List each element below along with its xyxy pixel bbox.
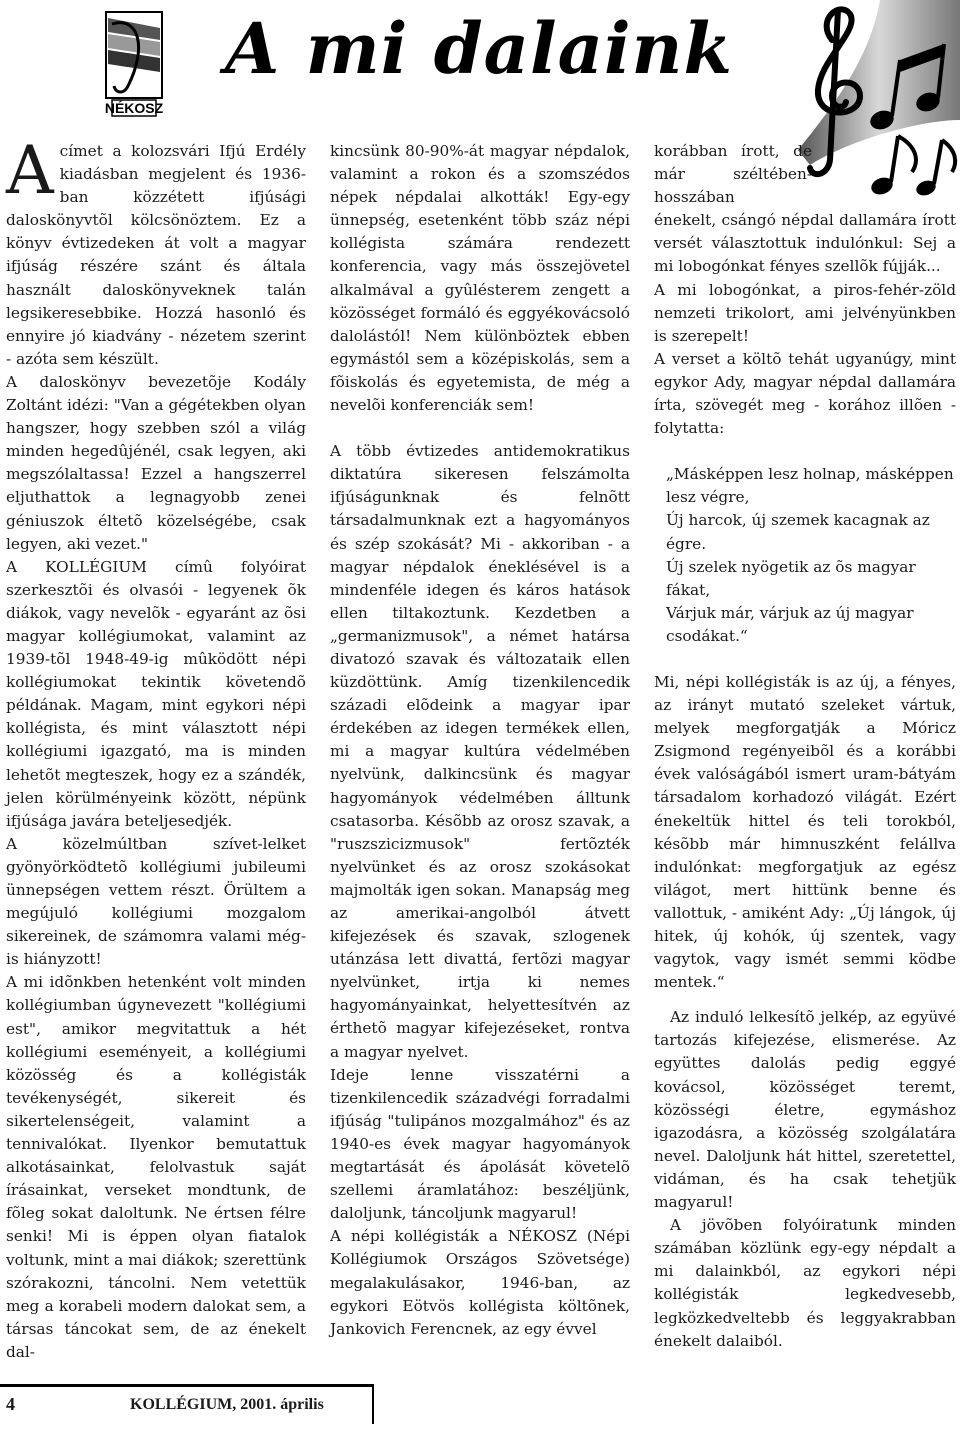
paragraph: Mi, népi kollégisták is az új, a fényes, az irányt mutató szeleket vártuk, melyek megforgatják a Móricz Zsigmond regényeibõl és a korábbi évek valóságából ismert uram-bátyám társadalom korhadozó világát. Ezért énekeltük hittel és teli torokból, késõbb már himnuszként felállva indulónkat: megforgatjuk az egész világot, mert hittünk benne és vallottuk, - amiként Ady: „Új lángok, új hitek, új kohók, új szentek, vagy vagytok, vagy ismét semmi ködbe mentek.“ bbox=[654, 672, 957, 992]
paragraph: A KOLLÉGIUM címû folyóirat szerkesztõi és olvasói - legyenek õk diákok, vagy nevelõk - egyaránt az õsi magyar kollégiumokat, valamint az 1939-tõl 1948-49-ig mûködött népi kollégiumokat tekintik követendõ példának. Magam, mint egykori népi kollégista, és mint választott népi kollégiumi igazgató, ma is minden lehetõt megteszek, hogy ez a szándék, jelen körülményeink között, népünk ifjúsága javára beteljesedjék. bbox=[6, 557, 306, 830]
article-column-2 bbox=[330, 140, 630, 1341]
paragraph: Az induló lelkesítõ jelkép, az együvé tartozás kifejezése, elismerése. Az együttes dalolás pedig eggyé kovácsol, közösséget teremt, közösségi életre, egymáshoz igazodásra, a közösség szolgálatára nevel. Daloljunk hát hittel, szeretettel, vidáman, és ha csak tehetjük magyarul! bbox=[654, 1008, 956, 1212]
footer-rule bbox=[0, 1384, 372, 1387]
drop-cap: A bbox=[6, 132, 54, 209]
paragraph: korábban írott, de már széltében-hosszában bbox=[654, 142, 812, 207]
paragraph: A mi lobogónkat, a piros-fehér-zöld nemzeti trikolort, ami jelvényünkben is szerepelt! bbox=[654, 280, 956, 345]
poem-line: Várjuk már, várjuk az új magyar csodákat.“ bbox=[666, 603, 914, 645]
paragraph: Ideje lenne visszatérni a tizenkilencedik századvégi forradalmi ifjúság "tulipános mozgalmához" és az 1940-es évek magyar hagyományok megtartását és ápolását követelõ szellemi áramlatához: beszéljünk, daloljunk, táncoljunk magyarul! bbox=[330, 1065, 630, 1223]
paragraph: A daloskönyv bevezetõje Kodály Zoltánt idézi: "Van a gégétekben olyan hangszer, hogy szebben szól a világ minden hegedûjénél, csak legyen, aki megszólaltassa! Ezzel a hangszerrel eljuthattok a legnagyobb zenei géniuszok éltetõ közelségébe, csak legyen, aki vezet." bbox=[6, 372, 306, 553]
poem-line: Új harcok, új szemek kacagnak az égre. bbox=[666, 511, 930, 553]
poem-line: „Másképpen lesz holnap, másképpen lesz végre, bbox=[666, 465, 954, 507]
paragraph bbox=[6, 132, 306, 371]
paragraph: kincsünk 80-90%-át magyar népdalok, valamint a rokon és a szomszédos népek népdalai alkották! Egy-egy ünnepség, esetenként több száz népi kollégista számára rendezett konferencia, vagy más összejövetel alkalmával a gyûlésterem zengett a közösséget formáló és eggyékovácsoló dalolástól! Nem különböztek ebben egymástól sem a középiskolás, sem a fõiskolás és egyetemista, de még a nevelõi konferenciák sem! bbox=[330, 142, 630, 415]
logo-text: NÉKOSZ bbox=[104, 100, 164, 116]
article-column-3 bbox=[654, 140, 956, 1353]
page-number: 4 bbox=[6, 1394, 15, 1414]
nekosz-logo bbox=[78, 6, 208, 126]
paragraph-text: címet a kolozsvári Ifjú Erdély kiadásban megjelent és 1936-ban közzétett ifjúsági daloskönyvtõl kölcsönöztem. Ez a könyv évtizedeken át volt a magyar ifjúság részére szánt és általa használt daloskönyveknek talán legsikeresebbike. Hozzá hasonló és ennyire jó kiadvány - nézetem szerint - azóta sem készült. bbox=[6, 142, 306, 368]
paragraph: A népi kollégisták a NÉKOSZ (Népi Kollégiumok Országos Szövetsége) megalakulásakor, 1946-ban, az egykori Eötvös kollégista költõnek, Jankovich Ferencnek, az egy évvel bbox=[330, 1227, 630, 1338]
page-footer bbox=[0, 1384, 380, 1433]
poem-line: Új szelek nyögetik az õs magyar fákat, bbox=[666, 557, 916, 599]
article-column-1 bbox=[6, 132, 306, 1364]
footer-divider bbox=[372, 1384, 374, 1424]
paragraph: A mi idõnkben hetenként volt minden kollégiumban úgynevezett "kollégiumi est", amikor megvitattuk a hét kollégiumi eseményeit, a kollégiumi közösség és a kollégisták tevékenységét, sikereit és sikertelenségeit, valamint a tennivalókat. Ilyenkor bemutattuk alkotásainkat, felolvastuk saját írásainkat, verseket mondtunk, de fõleg sokat daloltunk. Ne értsen félre senki! Mi is éppen olyan fiatalok voltunk, mint a mai diákok; szerettünk szórakozni, táncolni. Nem vetettük meg a korabeli modern dalokat sem, a társas táncokat sem, de az énekelt dal- bbox=[6, 973, 306, 1361]
publication-title: KOLLÉGIUM, 2001. április bbox=[130, 1396, 324, 1413]
paragraph: A közelmúltban szívet-lelket gyönyörködtetõ kollégiumi jubileumi ünnepségen vettem részt. Örültem a megújuló kollégiumi mozgalom sikereinek, de számomra valami még-is hiányzott! bbox=[6, 834, 306, 969]
flag-music-emblem-icon bbox=[78, 6, 208, 126]
page-title: A mi dalaink bbox=[225, 7, 733, 90]
paragraph: A több évtizedes antidemokratikus diktatúra sikeresen felszámolta ifjúságunknak és felnõtt társadalmunknak ezt a hagyományos és szép szokását? Mi - akkoriban - a magyar népdalok éneklésével is a mindenféle idegen és káros hatások ellen tiltakoztunk. Kezdetben a „germanizmusok", a német határsa divatozó szavak és változataik ellen küzdöttünk. Amíg tizenkilencedik századi elõdeink a magyar ipar érdekében az idegen termékek ellen, mi a magyar kultúra védelmében nyelvünk, dalkincsünk és magyar hagyományok védelmében álltunk csatasorba. Késõbb az orosz szavak, a "ruszszicizmusok" fertõzték nyelvünket és az orosz szokásokat majmolták igen sokan. Manapság meg az amerikai-angolból átvett kifejezések és szavak, szlogenek utánzása lett divattá, fertõzi magyar nyelvünket, irtja ki nemes hagyományainkat, helyettesítvén az érthetõ magyar kifejezéseket, rontva a magyar nyelvet. bbox=[330, 442, 630, 1061]
paragraph: énekelt, csángó népdal dallamára írott versét választottuk indulónkul: Sej a mi lobogónkat fényes szellõk fújják... bbox=[654, 211, 956, 276]
paragraph: A jövõben folyóiratunk minden számában közlünk egy-egy népdalt a mi dalainkból, az egykori népi kollégisták legkedvesebb, legközkedveltebb és leggyakrabban énekelt dalaiból. bbox=[654, 1216, 956, 1350]
paragraph: A verset a költõ tehát ugyanúgy, mint egykor Ady, magyar népdal dallamára írta, szövegét meg - korához illõen - folytatta: bbox=[654, 349, 956, 438]
poem-quote bbox=[666, 463, 956, 648]
